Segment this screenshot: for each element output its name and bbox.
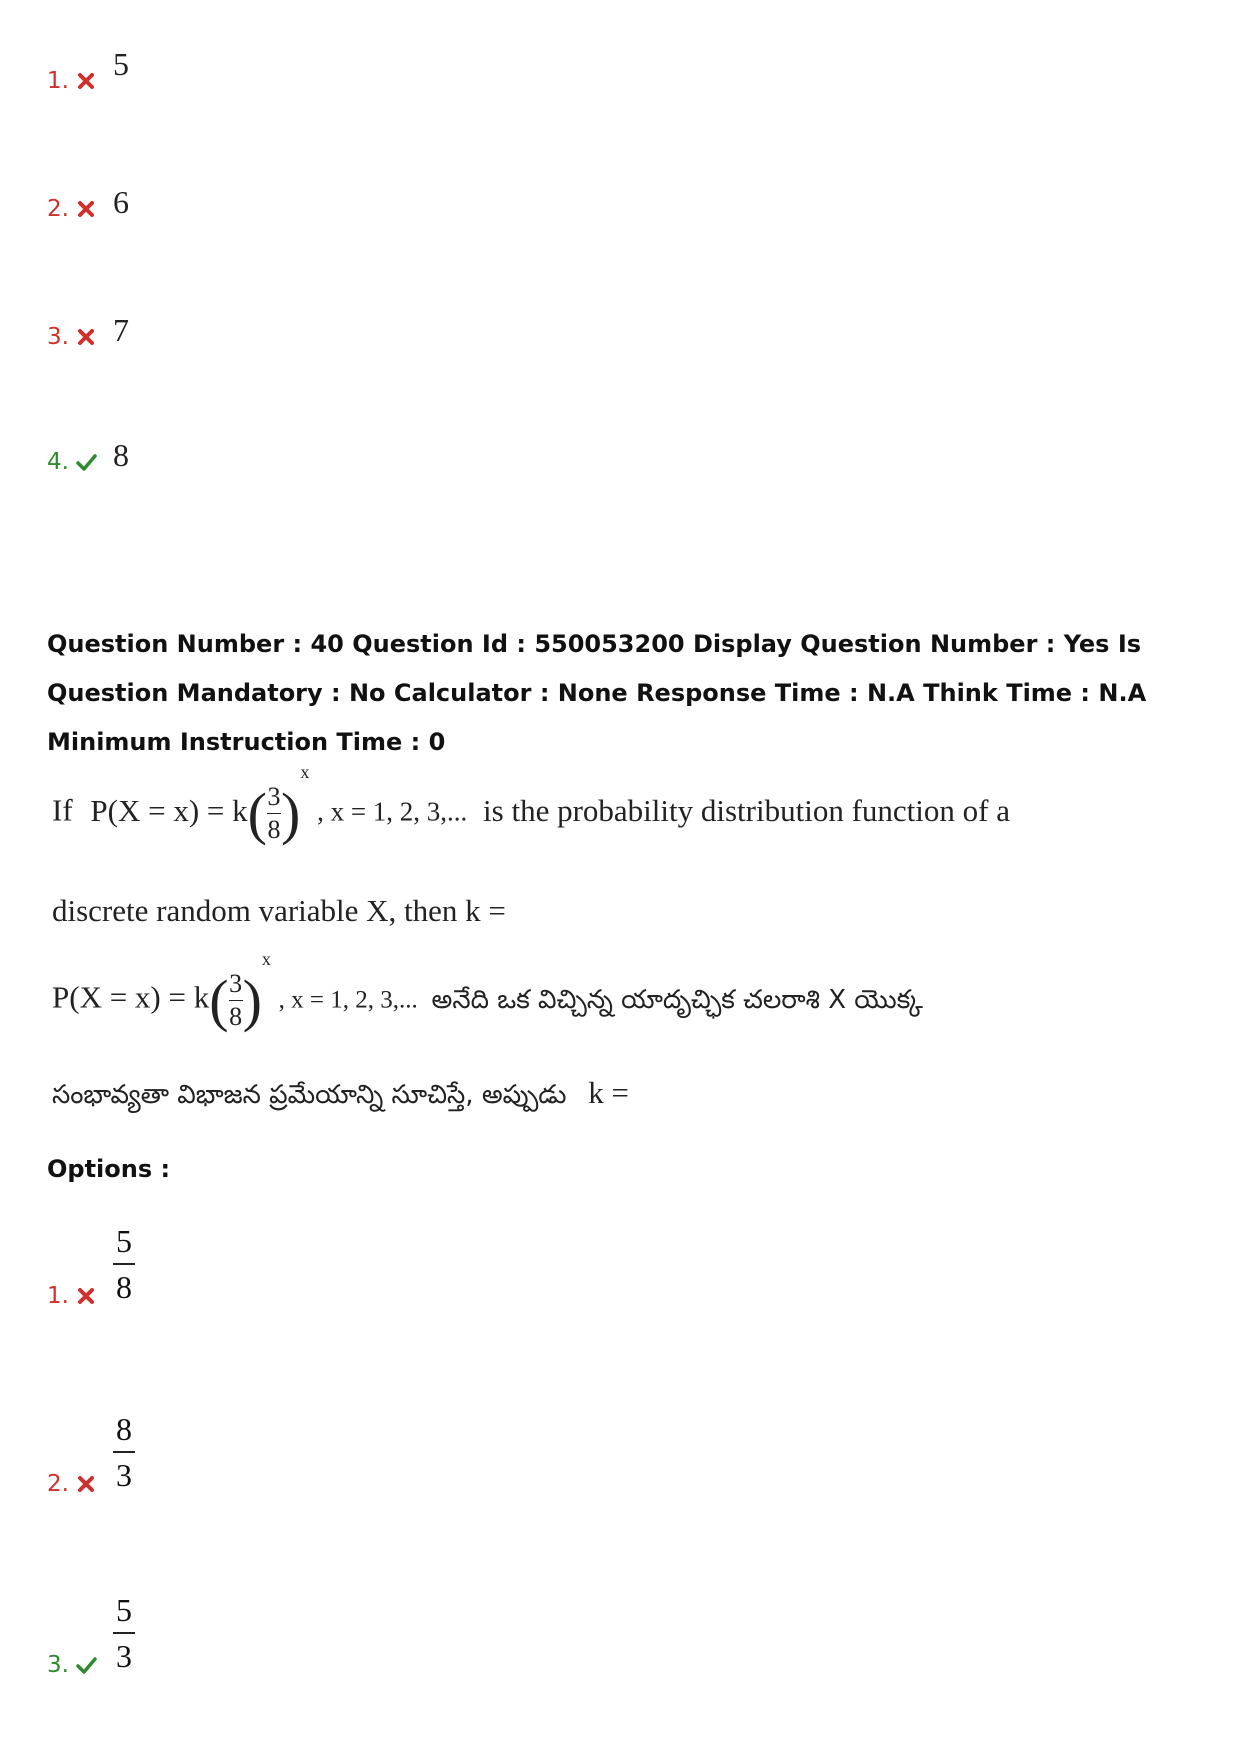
cross-icon: [75, 326, 97, 348]
question-telugu-line2: [52, 1075, 629, 1116]
question-text: If: [52, 792, 73, 828]
option-number: 2.: [47, 1471, 69, 1497]
option-value: 6: [112, 184, 129, 220]
option-fraction: [113, 1225, 135, 1303]
question-english-line2: discrete random variable X, then k =: [52, 893, 506, 928]
option-2: [47, 1413, 135, 1501]
cross-icon: [75, 1285, 97, 1307]
option-value: 7: [112, 312, 129, 348]
range: , x = 1, 2, 3,...: [278, 986, 418, 1014]
option-value: 5: [112, 46, 129, 82]
option-number: 1.: [47, 1283, 69, 1309]
option-number: 4.: [47, 449, 69, 475]
prev-option-1: [47, 46, 129, 94]
option-number: 3.: [47, 1652, 69, 1678]
denominator: 8: [115, 1269, 132, 1305]
denominator: 3: [115, 1638, 132, 1674]
range: , x = 1, 2, 3,...: [317, 796, 468, 827]
numerator: 8: [115, 1411, 132, 1447]
numerator: 5: [115, 1592, 132, 1628]
option-number: 3.: [47, 324, 69, 350]
prev-option-3: [47, 312, 129, 350]
fraction: $\frac{3}{8}$: [229, 968, 243, 1032]
denominator: 3: [115, 1457, 132, 1493]
option-number: 2.: [47, 196, 69, 222]
equation-lhs: P(X = x) = k: [90, 792, 248, 828]
option-3: [47, 1594, 135, 1682]
check-icon: [75, 451, 97, 473]
option-1: [47, 1225, 135, 1313]
option-value: 8: [112, 437, 129, 473]
option-number: 1.: [47, 68, 69, 94]
prev-option-2: [47, 184, 129, 222]
exponent: x: [300, 762, 310, 782]
question-text-telugu: అనేది ఒక విచ్చిన్న యాదృచ్ఛిక చలరాశి X యొక్క: [431, 984, 923, 1015]
cross-icon: [75, 1473, 97, 1495]
option-fraction: [113, 1413, 135, 1491]
question-meta: Question Number : 40 Question Id : 550053200 Display Question Number : Yes Is Question Mandatory : No Calculator : None Response Time : N.A Think Time : N.A Minimum Instruction Time : 0: [47, 630, 1147, 756]
question-telugu-line1: P(X = x) = k( $\frac{3}{8}$ )$^x$ , x = 1, 2, 3,... అనేది ఒక విచ్చిన్న యాదృచ్ఛిక చలరాశి X యొక్క: [52, 949, 923, 1033]
options-label: Options :: [47, 1155, 171, 1183]
question-text-telugu: సంభావ్యతా విభాజన ప్రమేయాన్ని సూచిస్తే, అప్పుడు: [52, 1080, 567, 1110]
fraction: $\frac{3}{8}$: [267, 781, 281, 845]
check-icon: [75, 1654, 97, 1676]
numerator: 5: [115, 1223, 132, 1259]
option-fraction: [113, 1594, 135, 1672]
question-english-line1: If P(X = x) = k( $\frac{3}{8}$ )$^x$ , x = 1, 2, 3,... is the probability distribution function of a: [52, 762, 1010, 846]
equation-tail: k =: [588, 1075, 629, 1110]
cross-icon: [75, 198, 97, 220]
exponent: x: [261, 949, 271, 969]
cross-icon: [75, 70, 97, 92]
equation-lhs: P(X = x) = k: [52, 979, 210, 1015]
prev-option-4: [47, 437, 129, 475]
question-text: is the probability distribution function of a: [483, 792, 1010, 828]
